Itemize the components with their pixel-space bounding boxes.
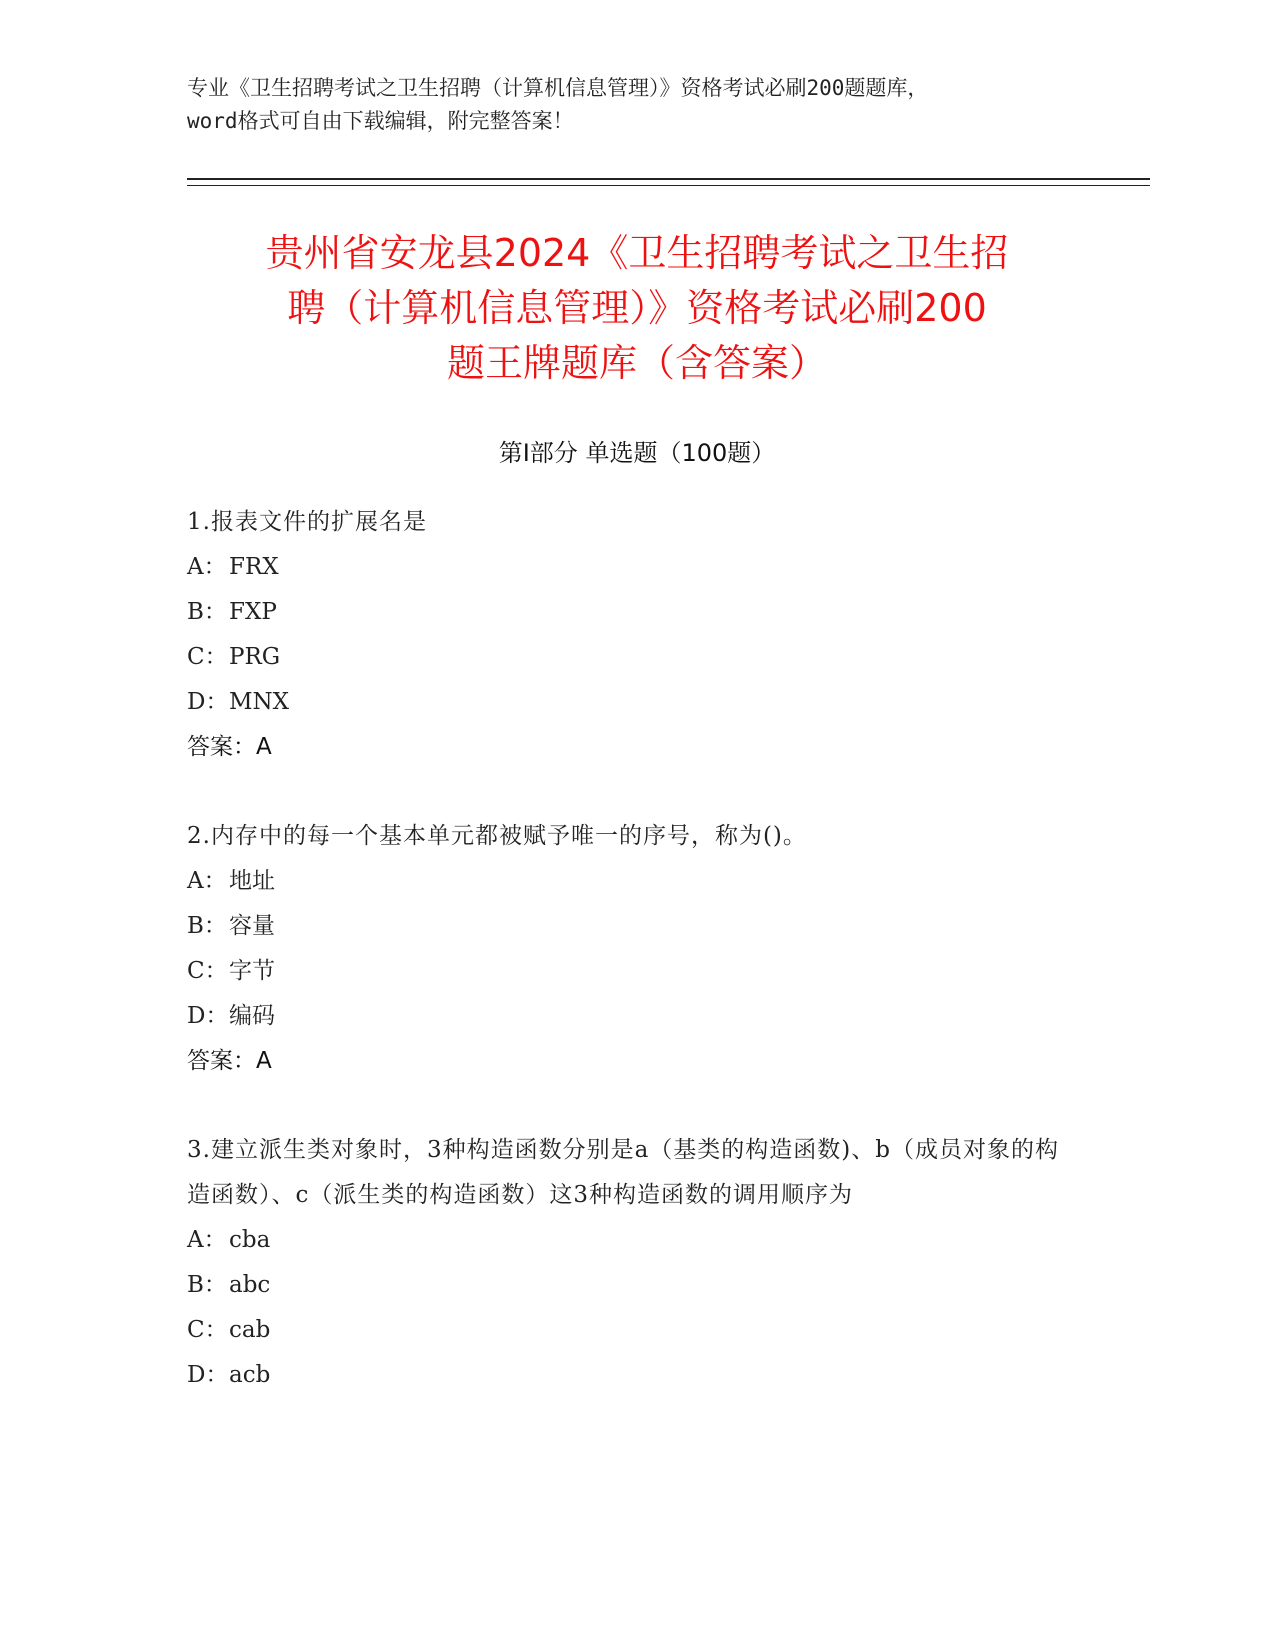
option-letter: A： <box>187 1227 227 1253</box>
option-a <box>187 545 1067 590</box>
option-letter: B： <box>187 913 227 939</box>
option-b <box>187 904 1067 949</box>
question-2 <box>187 814 1067 1084</box>
option-text: abc <box>229 1272 271 1298</box>
option-letter: C： <box>187 644 228 670</box>
option-text: 字节 <box>229 958 275 984</box>
option-letter: B： <box>187 1272 227 1298</box>
question-stem: 3.建立派生类对象时，3种构造函数分别是a（基类的构造函数)、b（成员对象的构造函数）、c（派生类的构造函数）这3种构造函数的调用顺序为 <box>187 1137 1059 1208</box>
header-note-line-1: 专业《卫生招聘考试之卫生招聘（计算机信息管理）》资格考试必刷200题题库， <box>187 76 929 100</box>
header-note <box>187 72 1087 138</box>
section-heading: 第Ⅰ部分 单选题（100题） <box>498 439 776 467</box>
question-stem: 1.报表文件的扩展名是 <box>187 509 427 535</box>
option-letter: B： <box>187 599 227 625</box>
option-c <box>187 949 1067 994</box>
header-note-line-2: word格式可自由下载编辑，附完整答案！ <box>187 109 574 133</box>
document-title <box>187 226 1087 391</box>
option-a <box>187 1218 1067 1263</box>
option-text: 地址 <box>229 868 275 894</box>
title-line-2: 聘（计算机信息管理）》资格考试必刷200 <box>287 286 987 330</box>
option-text: cab <box>229 1317 271 1343</box>
option-text: FXP <box>229 599 277 625</box>
option-letter: C： <box>187 1317 228 1343</box>
option-c <box>187 635 1067 680</box>
answer-line: 答案：A <box>187 734 272 760</box>
option-a <box>187 859 1067 904</box>
option-text: 容量 <box>229 913 275 939</box>
answer-line: 答案：A <box>187 1048 272 1074</box>
option-text: FRX <box>229 554 279 580</box>
option-letter: C： <box>187 958 228 984</box>
option-text: 编码 <box>229 1003 275 1029</box>
option-letter: A： <box>187 554 227 580</box>
question-1 <box>187 500 1067 770</box>
option-letter: D： <box>187 1003 229 1029</box>
option-letter: A： <box>187 868 227 894</box>
header-rule-thin <box>187 185 1150 186</box>
question-3 <box>187 1128 1067 1398</box>
option-c <box>187 1308 1067 1353</box>
option-letter: D： <box>187 1362 229 1388</box>
option-d <box>187 994 1067 1039</box>
title-line-3: 题王牌题库（含答案） <box>446 341 827 385</box>
option-text: PRG <box>229 644 281 670</box>
header-rule-thick <box>187 178 1150 180</box>
title-line-1: 贵州省安龙县2024《卫生招聘考试之卫生招 <box>265 231 1009 275</box>
option-b <box>187 590 1067 635</box>
option-letter: D： <box>187 689 229 715</box>
option-text: cba <box>229 1227 271 1253</box>
question-stem: 2.内存中的每一个基本单元都被赋予唯一的序号，称为()。 <box>187 823 807 849</box>
option-d <box>187 680 1067 725</box>
option-b <box>187 1263 1067 1308</box>
option-text: MNX <box>229 689 290 715</box>
option-text: acb <box>229 1362 271 1388</box>
option-d <box>187 1353 1067 1398</box>
